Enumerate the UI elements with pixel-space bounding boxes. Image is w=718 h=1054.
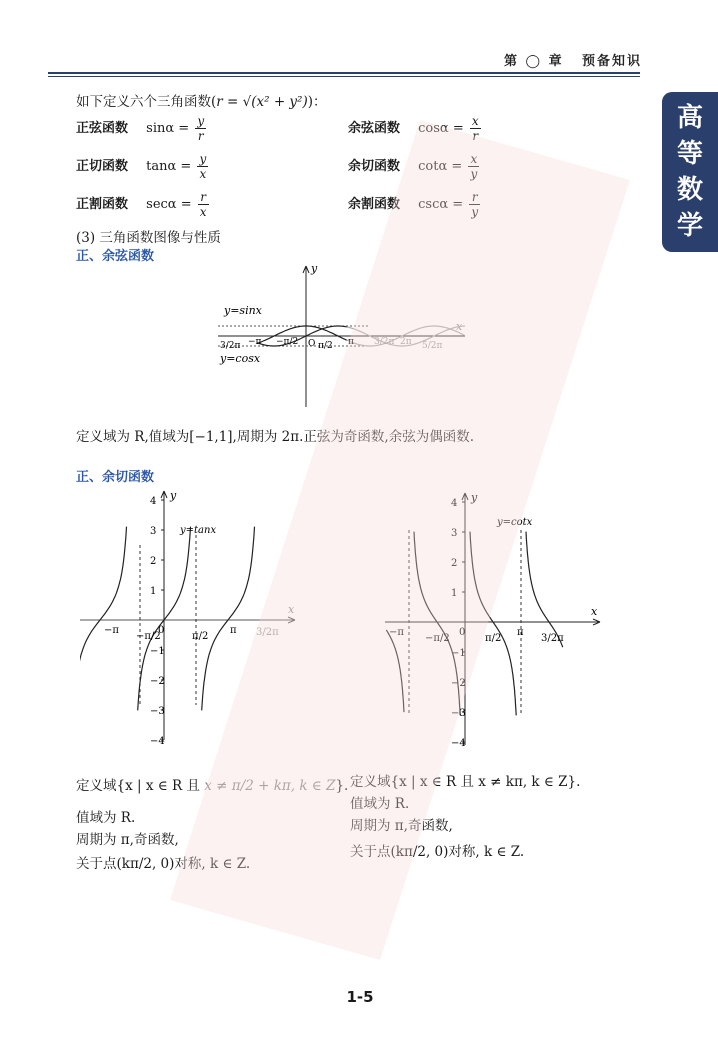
- tan-domain-pre: 定义域{x | x ∈ R 且: [76, 778, 200, 794]
- def-frac: [470, 114, 481, 143]
- frac-num: r: [198, 190, 209, 205]
- y-tick-label: −3: [150, 706, 165, 717]
- frac-den: x: [199, 167, 207, 181]
- def-frac: [469, 190, 480, 219]
- y-tick-label: 2: [451, 558, 458, 569]
- x-tick-label: 3/2π: [256, 627, 279, 638]
- tan-domain-cond: x ≠ π/2 + kπ, k ∈ Z: [204, 778, 336, 794]
- x-tick-label: −π/2: [425, 633, 450, 644]
- frac-den: r: [197, 129, 204, 143]
- y-axis-label: y: [170, 489, 177, 502]
- cot-curve: [386, 532, 562, 716]
- tan-label: y=tanx: [180, 525, 217, 536]
- cot-domain: 定义域{x | x ∈ R 且 x ≠ kπ, k ∈ Z}.: [350, 774, 581, 790]
- side-tab: [662, 92, 718, 252]
- sincos-graph: [210, 262, 480, 412]
- y-tick-label: 4: [451, 498, 458, 509]
- y-tick-label: 2: [150, 556, 157, 567]
- x-axis-label: x: [288, 603, 295, 616]
- def-name: 正切函数: [76, 159, 129, 174]
- def-sin: [76, 114, 208, 143]
- def-name: 正割函数: [76, 197, 129, 212]
- def-name: 余切函数: [348, 159, 401, 174]
- def-name: 正弦函数: [76, 121, 129, 136]
- y-tick-label: −2: [150, 676, 165, 687]
- def-csc: [348, 190, 482, 219]
- x-axis-label: x: [591, 605, 598, 618]
- def-name: 余弦函数: [348, 121, 401, 136]
- y-tick-label: −4: [150, 736, 165, 747]
- x-tick-label: 0: [158, 625, 165, 636]
- y-tick-label: 3: [150, 526, 157, 537]
- tick-label: 2π: [400, 337, 412, 347]
- def-frac: [197, 152, 208, 181]
- cot-graph: [385, 485, 615, 750]
- frac-den: y: [471, 205, 479, 219]
- def-frac: [195, 114, 206, 143]
- tancot-title: 正、余切函数: [76, 470, 155, 485]
- intro-line: [76, 90, 327, 110]
- frac-num: y: [197, 114, 205, 128]
- x-tick-label: π/2: [192, 631, 209, 642]
- tan-domain-post: }.: [335, 778, 349, 794]
- x-tick-label: 0: [459, 627, 466, 638]
- frac-num: y: [199, 152, 207, 166]
- intro-text-before: 如下定义六个三角函数(: [76, 94, 217, 110]
- def-fn: secα =: [146, 197, 192, 212]
- section3-title: (3) 三角函数图像与性质: [76, 230, 221, 246]
- x-tick-label: π: [230, 625, 237, 636]
- def-tan: [76, 152, 210, 181]
- def-sec: [76, 190, 211, 219]
- y-axis-label: y: [471, 491, 478, 504]
- tan-symmetry: 关于点(kπ/2, 0)对称, k ∈ Z.: [76, 856, 251, 872]
- tick-label: O: [308, 339, 316, 349]
- tan-domain: [76, 774, 348, 794]
- side-tab-char: 等: [676, 139, 703, 169]
- x-tick-label: −π: [389, 627, 404, 638]
- x-tick-label: 3/2π: [541, 633, 564, 644]
- tick-label: 3/2π: [220, 341, 241, 351]
- tick-label: −π/2: [276, 337, 299, 347]
- sincos-property-part1: 定义域为 R,值域为[−1,1],周期为 2π.: [76, 429, 304, 445]
- header-rule: [48, 72, 640, 74]
- cos-label: y=cosx: [220, 352, 261, 365]
- side-tab-char: 高: [676, 103, 703, 133]
- cot-period: 周期为 π,奇函数,: [350, 818, 453, 834]
- y-tick-label: 3: [451, 528, 458, 539]
- y-ticks: [451, 498, 466, 749]
- frac-den: r: [472, 129, 479, 143]
- tick-label: −π: [248, 337, 262, 347]
- y-tick-label: −1: [451, 648, 466, 659]
- def-fn: cosα =: [418, 121, 464, 136]
- sincos-property-part2: 正弦为奇函数,余弦为偶函数.: [303, 429, 474, 445]
- def-name: 余割函数: [348, 197, 401, 212]
- def-frac: [468, 152, 479, 181]
- y-tick-label: −2: [451, 678, 466, 689]
- frac-num: x: [470, 152, 478, 166]
- sin-label: y=sinx: [224, 304, 262, 317]
- tick-label: 5/2π: [422, 341, 443, 351]
- sincos-property: [76, 425, 474, 445]
- frac-den: x: [199, 205, 207, 219]
- side-tab-char: 学: [676, 211, 703, 241]
- x-tick-label: −π: [104, 625, 119, 636]
- x-tick-label: π/2: [485, 633, 502, 644]
- tan-curve: [80, 527, 255, 711]
- def-fn: cscα =: [418, 197, 464, 212]
- x-tick-label: −π/2: [136, 631, 161, 642]
- y-tick-label: −1: [150, 646, 165, 657]
- def-cot: [348, 152, 481, 181]
- def-fn: cotα =: [418, 159, 463, 174]
- cot-symmetry: 关于点(kπ/2, 0)对称, k ∈ Z.: [350, 844, 525, 860]
- tick-label: 3/2π: [374, 337, 395, 347]
- y-tick-label: 4: [150, 496, 157, 507]
- sincos-title: 正、余弦函数: [76, 249, 155, 264]
- tick-label: π/2: [318, 341, 333, 351]
- tan-graph: [80, 485, 310, 750]
- tick-label: π: [348, 337, 354, 347]
- y-tick-label: 1: [451, 588, 458, 599]
- cot-label: y=cotx: [497, 517, 533, 528]
- intro-r-def: r = √(x² + y²): [216, 94, 308, 110]
- tan-period: 周期为 π,奇函数,: [76, 832, 179, 848]
- y-tick-label: 1: [150, 586, 157, 597]
- def-cos: [348, 114, 483, 143]
- side-tab-char: 数: [676, 175, 703, 205]
- y-tick-label: −4: [451, 738, 466, 749]
- intro-text-after: )：: [307, 94, 327, 110]
- frac-den: y: [470, 167, 478, 181]
- y-axis-label: y: [311, 262, 318, 275]
- frac-num: x: [471, 114, 479, 128]
- y-tick-label: −3: [451, 708, 466, 719]
- x-tick-label: π: [517, 627, 524, 638]
- section-label: 预备知识: [582, 54, 643, 69]
- page-number: 1-5: [346, 988, 374, 1006]
- chapter-label: 第 ◯ 章: [504, 54, 564, 69]
- def-fn: sinα =: [146, 121, 190, 136]
- frac-num: r: [469, 190, 480, 205]
- tan-range: 值域为 R.: [76, 810, 136, 826]
- x-axis-label: x: [456, 320, 463, 333]
- header-rule-thin: [48, 76, 640, 77]
- cos-curve: [257, 326, 347, 343]
- def-frac: [198, 190, 209, 219]
- cot-range: 值域为 R.: [350, 796, 410, 812]
- def-fn: tanα =: [146, 159, 192, 174]
